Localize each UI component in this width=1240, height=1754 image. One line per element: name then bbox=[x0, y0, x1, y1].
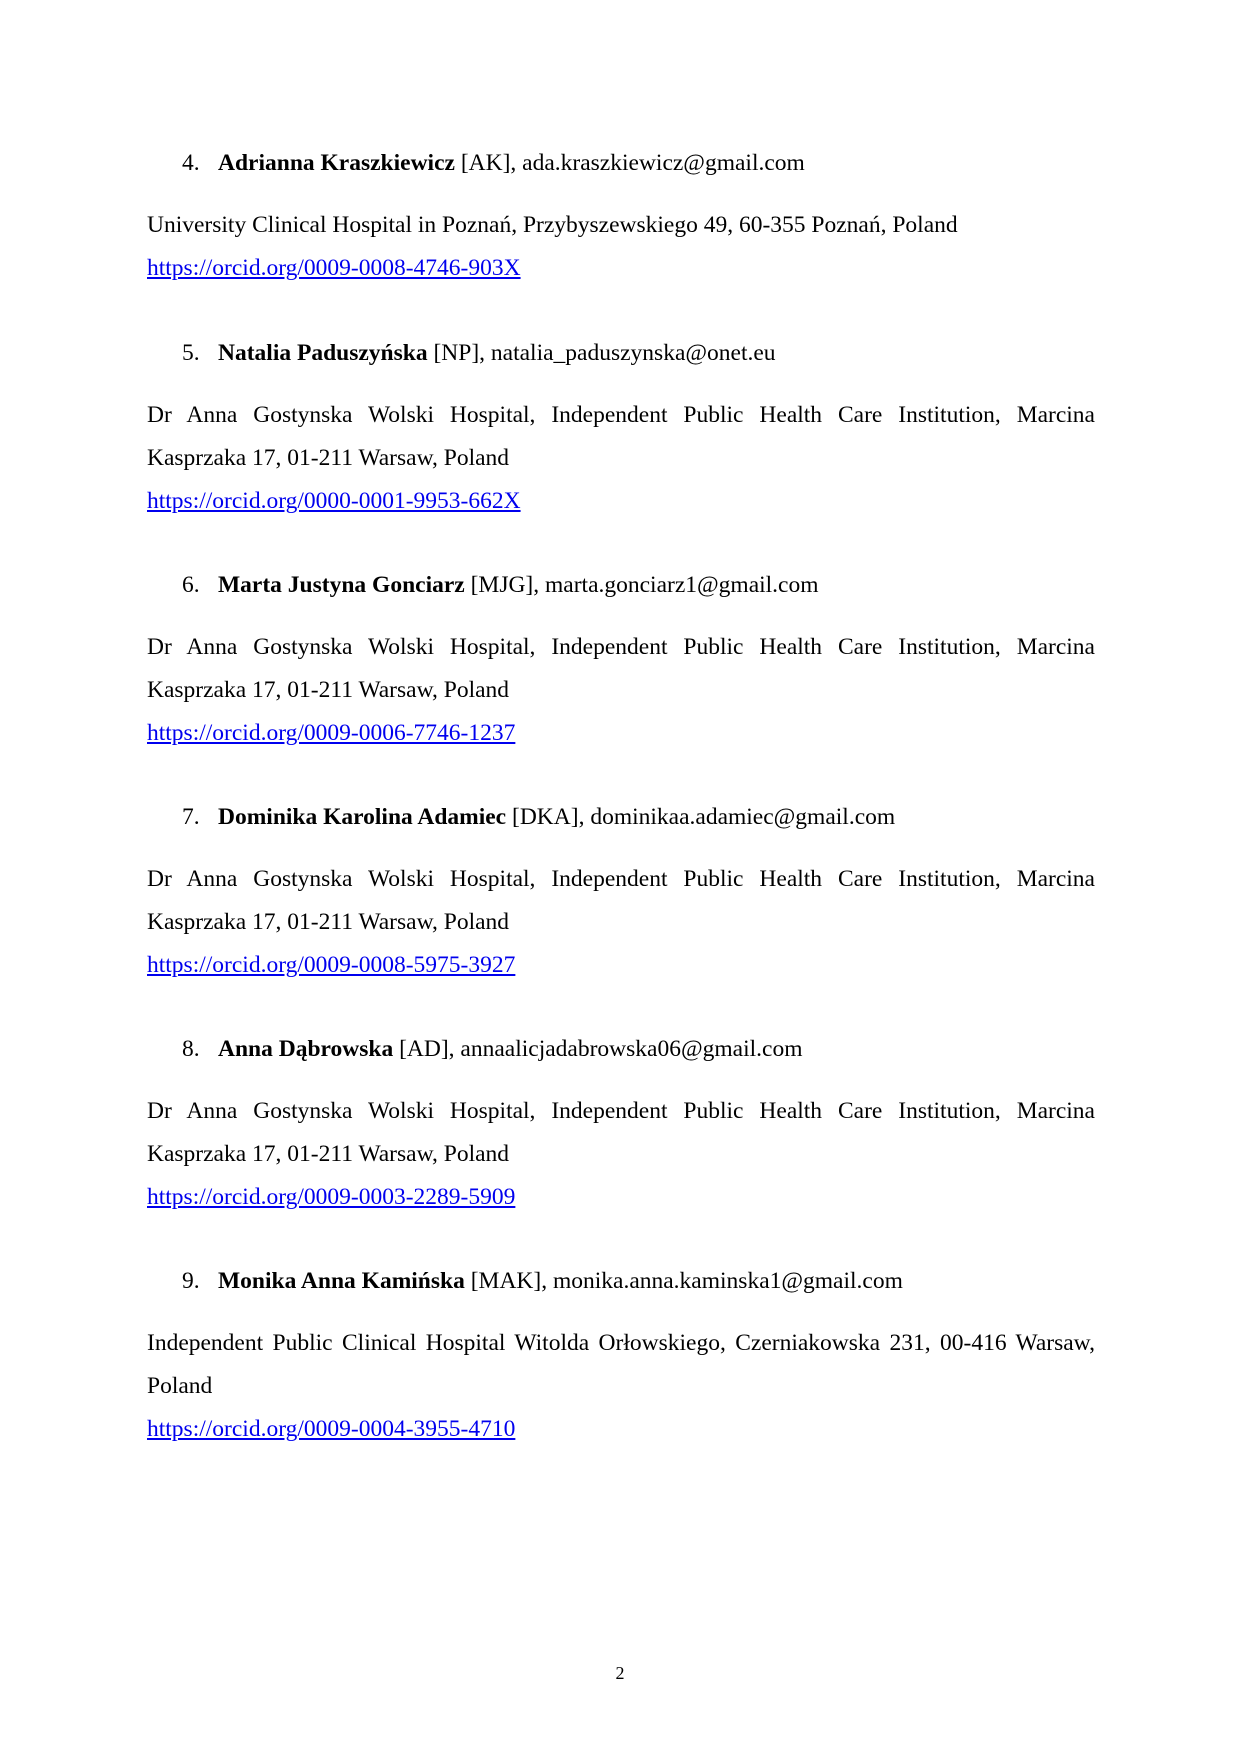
orcid-link[interactable]: https://orcid.org/0000-0001-9953-662X bbox=[147, 488, 521, 514]
author-initials-email: [DKA], dominikaa.adamiec@gmail.com bbox=[506, 804, 896, 830]
author-affiliation: University Clinical Hospital in Poznań, Przybyszewskiego 49, 60-355 Poznań, Poland bbox=[147, 212, 958, 238]
author-name: Natalia Paduszyńska bbox=[218, 340, 428, 366]
author-heading bbox=[147, 1262, 1095, 1300]
author-affiliation: Dr Anna Gostynska Wolski Hospital, Independent Public Health Care Institution, Marcina Kasprzaka 17, 01-211 Warsaw, Poland bbox=[147, 634, 1095, 703]
author-initials-email: [MAK], monika.anna.kaminska1@gmail.com bbox=[464, 1268, 903, 1294]
author-number: 4. bbox=[182, 150, 200, 176]
author-entry bbox=[147, 144, 1095, 290]
author-heading bbox=[147, 566, 1095, 604]
page-number: 2 bbox=[615, 1663, 625, 1683]
author-initials-email: [AK], ada.kraszkiewicz@gmail.com bbox=[454, 150, 805, 176]
orcid-link[interactable]: https://orcid.org/0009-0004-3955-4710 bbox=[147, 1416, 516, 1442]
orcid-link[interactable]: https://orcid.org/0009-0008-4746-903X bbox=[147, 255, 521, 281]
author-entry bbox=[147, 1030, 1095, 1219]
author-heading bbox=[147, 798, 1095, 836]
orcid-link[interactable]: https://orcid.org/0009-0003-2289-5909 bbox=[147, 1184, 516, 1210]
author-entry bbox=[147, 1262, 1095, 1451]
author-entry bbox=[147, 334, 1095, 523]
author-affiliation: Dr Anna Gostynska Wolski Hospital, Independent Public Health Care Institution, Marcina Kasprzaka 17, 01-211 Warsaw, Poland bbox=[147, 866, 1095, 935]
author-affiliation: Dr Anna Gostynska Wolski Hospital, Independent Public Health Care Institution, Marcina Kasprzaka 17, 01-211 Warsaw, Poland bbox=[147, 1098, 1095, 1167]
author-heading bbox=[147, 334, 1095, 372]
author-name: Monika Anna Kamińska bbox=[218, 1268, 465, 1294]
author-heading bbox=[147, 144, 1095, 182]
author-affiliation: Dr Anna Gostynska Wolski Hospital, Independent Public Health Care Institution, Marcina Kasprzaka 17, 01-211 Warsaw, Poland bbox=[147, 402, 1095, 471]
author-number: 8. bbox=[182, 1036, 200, 1062]
author-name: Anna Dąbrowska bbox=[218, 1036, 394, 1062]
author-number: 7. bbox=[182, 804, 200, 830]
author-entry bbox=[147, 798, 1095, 987]
author-name: Dominika Karolina Adamiec bbox=[218, 804, 507, 830]
author-heading bbox=[147, 1030, 1095, 1068]
orcid-link[interactable]: https://orcid.org/0009-0008-5975-3927 bbox=[147, 952, 516, 978]
author-number: 5. bbox=[182, 340, 200, 366]
author-name: Marta Justyna Gonciarz bbox=[218, 572, 465, 598]
author-initials-email: [MJG], marta.gonciarz1@gmail.com bbox=[464, 572, 819, 598]
author-name: Adrianna Kraszkiewicz bbox=[218, 150, 455, 176]
author-number: 9. bbox=[182, 1268, 200, 1294]
author-initials-email: [AD], annaalicjadabrowska06@gmail.com bbox=[393, 1036, 803, 1062]
author-entry bbox=[147, 566, 1095, 755]
orcid-link[interactable]: https://orcid.org/0009-0006-7746-1237 bbox=[147, 720, 516, 746]
author-number: 6. bbox=[182, 572, 200, 598]
author-initials-email: [NP], natalia_paduszynska@onet.eu bbox=[427, 340, 776, 366]
author-affiliation: Independent Public Clinical Hospital Witolda Orłowskiego, Czerniakowska 231, 00-416 Warsaw, Poland bbox=[147, 1330, 1095, 1399]
